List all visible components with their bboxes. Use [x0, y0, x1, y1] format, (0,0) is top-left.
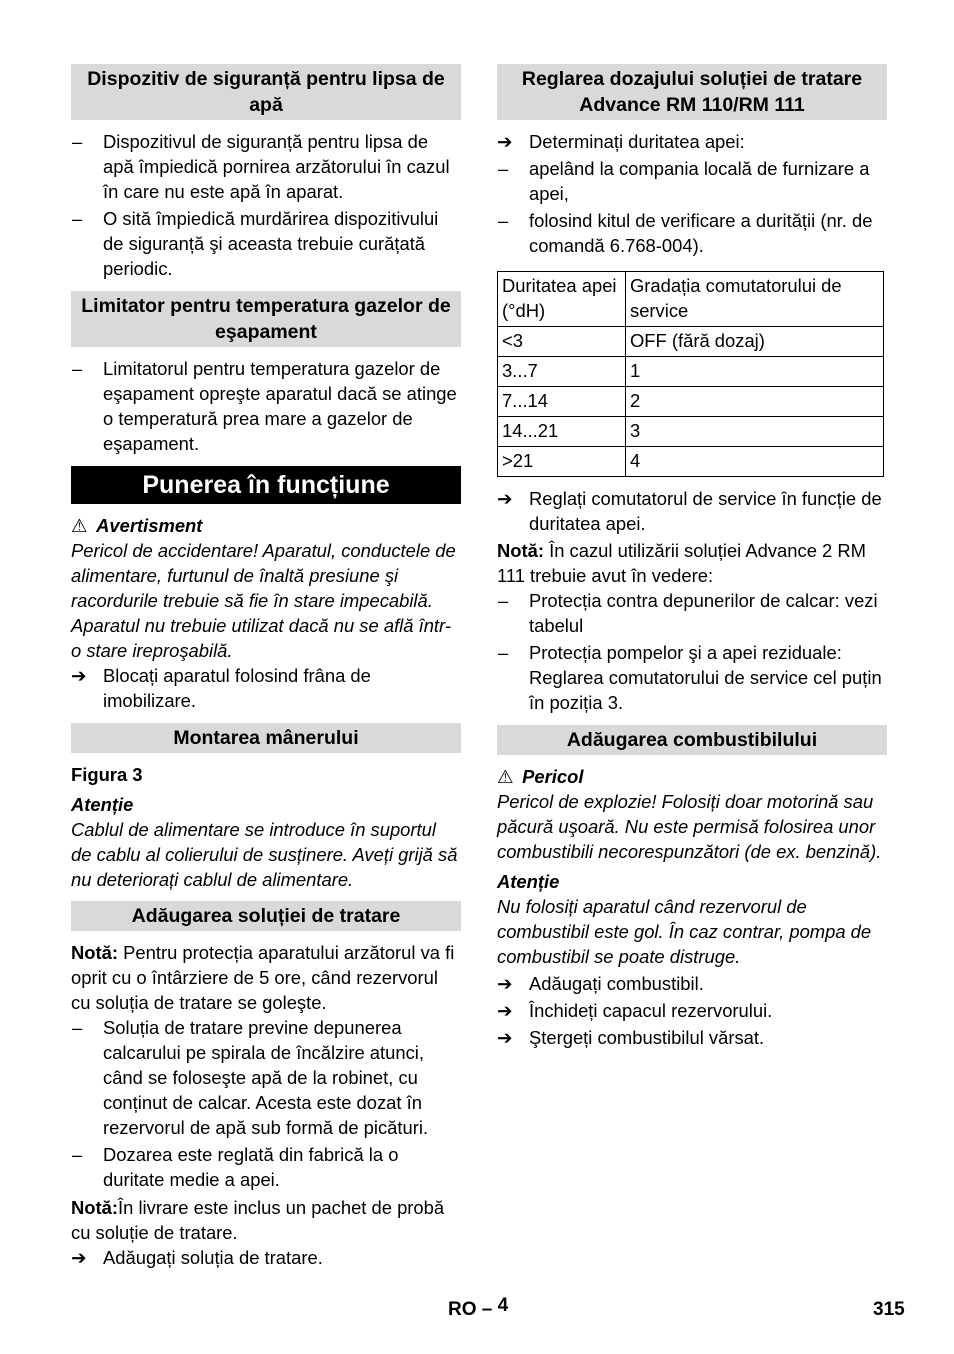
table-cell: 7...14 [498, 387, 626, 417]
section-number: 4 [497, 1295, 509, 1316]
caution-text: Nu folosiți aparatul când rezervorul de combustibil este gol. În caz contrar, pompa de combustibil se poate distruge. [497, 896, 872, 967]
page-footer-section [448, 1297, 508, 1322]
note-paragraph: Notă: În cazul utilizării soluției Advance 2 RM 111 trebuie avut în vedere: [497, 540, 866, 586]
table-row [498, 327, 884, 357]
danger-heading: ⚠ Pericol [497, 766, 584, 787]
table-cell: 2 [626, 387, 884, 417]
list-item: – folosind kitul de verificare a durității (nr. de comandă 6.768-004). [498, 210, 873, 256]
table-row [498, 357, 884, 387]
action-item: ➔ Reglați comutatorul de service în funcție de duritatea apei. [497, 488, 882, 534]
heading-add-solution: Adăugarea soluției de tratare [71, 901, 461, 931]
arrow-icon: ➔ [497, 131, 513, 152]
language-code: RO [448, 1299, 477, 1320]
arrow-icon: ➔ [497, 1000, 513, 1021]
table-row [498, 447, 884, 477]
dash-bullet: – [498, 210, 509, 231]
action-item: ➔ Determinați duritatea apei: [497, 131, 745, 152]
caution-label: Atenție [71, 794, 134, 815]
page-number: 315 [873, 1299, 905, 1320]
table-cell: 4 [626, 447, 884, 477]
note-paragraph: Notă: Pentru protecția aparatului arzătorul va fi oprit cu o întârziere de 5 ore, când rezervorul cu soluția de tratare se goleşte. [71, 942, 455, 1013]
table-cell: 1 [626, 357, 884, 387]
arrow-icon: ➔ [71, 1247, 87, 1268]
list-item: – apelând la compania locală de furnizare a apei, [498, 158, 870, 204]
list-item: – O sită împiedică murdărirea dispozitivului de siguranță şi aceasta trebuie curățată periodic. [72, 208, 439, 279]
dash-bullet: – [72, 208, 83, 229]
arrow-icon: ➔ [497, 973, 513, 994]
heading-dosing: Reglarea dozajului soluției de tratare Advance RM 110/RM 111 [497, 64, 887, 120]
heading-water-safety: Dispozitiv de siguranță pentru lipsa de apă [71, 64, 461, 120]
list-item: – Dispozitivul de siguranță pentru lipsa de apă împiedică pornirea arzătorului în cazul în care nu este apă în aparat. [72, 131, 450, 202]
list-item: – Dozarea este reglată din fabrică la o duritate medie a apei. [72, 1144, 399, 1190]
table-cell: <3 [498, 327, 626, 357]
note-paragraph: Notă:În livrare este inclus un pachet de probă cu soluție de tratare. [71, 1197, 445, 1243]
caution-text: Cablul de alimentare se introduce în suportul de cablu al colierului de susținere. Aveți grijă să nu deteriorați cablul de alimentare. [71, 819, 458, 890]
dash-bullet: – [498, 158, 509, 179]
figure-ref: Figura 3 [71, 764, 143, 785]
warning-heading: ⚠ Avertisment [71, 515, 203, 536]
dash-bullet: – [72, 358, 83, 379]
dash-bullet: – [498, 642, 509, 663]
heading-handle-mounting: Montarea mânerului [71, 723, 461, 753]
arrow-icon: ➔ [71, 665, 87, 686]
table-header-cell: Duritatea apei (°dH) [498, 272, 626, 327]
table-cell: 3...7 [498, 357, 626, 387]
table-cell: >21 [498, 447, 626, 477]
section-title: Punerea în funcțiune [71, 466, 461, 504]
table-cell: 14...21 [498, 417, 626, 447]
table-header-cell: Gradația comutatorului de service [626, 272, 884, 327]
danger-text: Pericol de explozie! Folosiți doar motorină sau păcură uşoară. Nu este permisă folosirea unor combustibili necorespunzători (de ex. benzină). [497, 791, 882, 862]
action-item: ➔ Blocați aparatul folosind frâna de imobilizare. [71, 665, 371, 711]
table-cell: OFF (fără dozaj) [626, 327, 884, 357]
table-row [498, 417, 884, 447]
warning-icon: ⚠ [497, 766, 514, 787]
action-item: ➔ Adăugați soluția de tratare. [71, 1247, 323, 1268]
list-item: – Soluția de tratare previne depunerea calcarului pe spirala de încălzire atunci, când se foloseşte apă de la robinet, cu conținut de calcar. Acesta este dozat în rezervorul de apă sub formă de picături. [72, 1017, 429, 1138]
table-header-row [498, 272, 884, 327]
action-item: ➔ Adăugați combustibil. [497, 973, 704, 994]
dash-bullet: – [72, 1017, 83, 1038]
right-column [497, 64, 887, 1050]
warning-text: Pericol de accidentare! Aparatul, conductele de alimentare, furtunul de înaltă presiune şi racordurile trebuie să fie în stare impecabilă. Aparatul nu trebuie utilizat dacă nu se află într-o stare ireproşabilă. [71, 540, 456, 661]
dash-bullet: – [72, 1144, 83, 1165]
warning-icon: ⚠ [71, 515, 88, 536]
action-item: ➔ Închideți capacul rezervorului. [497, 1000, 773, 1021]
left-column [71, 64, 461, 1270]
caution-label: Atenție [497, 871, 560, 892]
heading-add-fuel: Adăugarea combustibilului [497, 725, 887, 755]
list-item: – Protecția pompelor şi a apei reziduale: Reglarea comutatorului de service cel puțin în poziția 3. [498, 642, 882, 713]
dash-bullet: – [72, 131, 83, 152]
hardness-table [497, 271, 884, 477]
arrow-icon: ➔ [497, 1027, 513, 1048]
dash-bullet: – [498, 590, 509, 611]
list-item: – Protecția contra depunerilor de calcar: vezi tabelul [498, 590, 878, 636]
table-row [498, 387, 884, 417]
list-item: – Limitatorul pentru temperatura gazelor de eşapament opreşte aparatul dacă se atinge o temperatură prea mare a gazelor de eşapament. [72, 358, 457, 454]
table-cell: 3 [626, 417, 884, 447]
action-item: ➔ Ştergeți combustibilul vărsat. [497, 1027, 765, 1048]
arrow-icon: ➔ [497, 488, 513, 509]
footer-dash: – [481, 1299, 493, 1320]
heading-exhaust-limiter: Limitator pentru temperatura gazelor de eşapament [71, 291, 461, 347]
